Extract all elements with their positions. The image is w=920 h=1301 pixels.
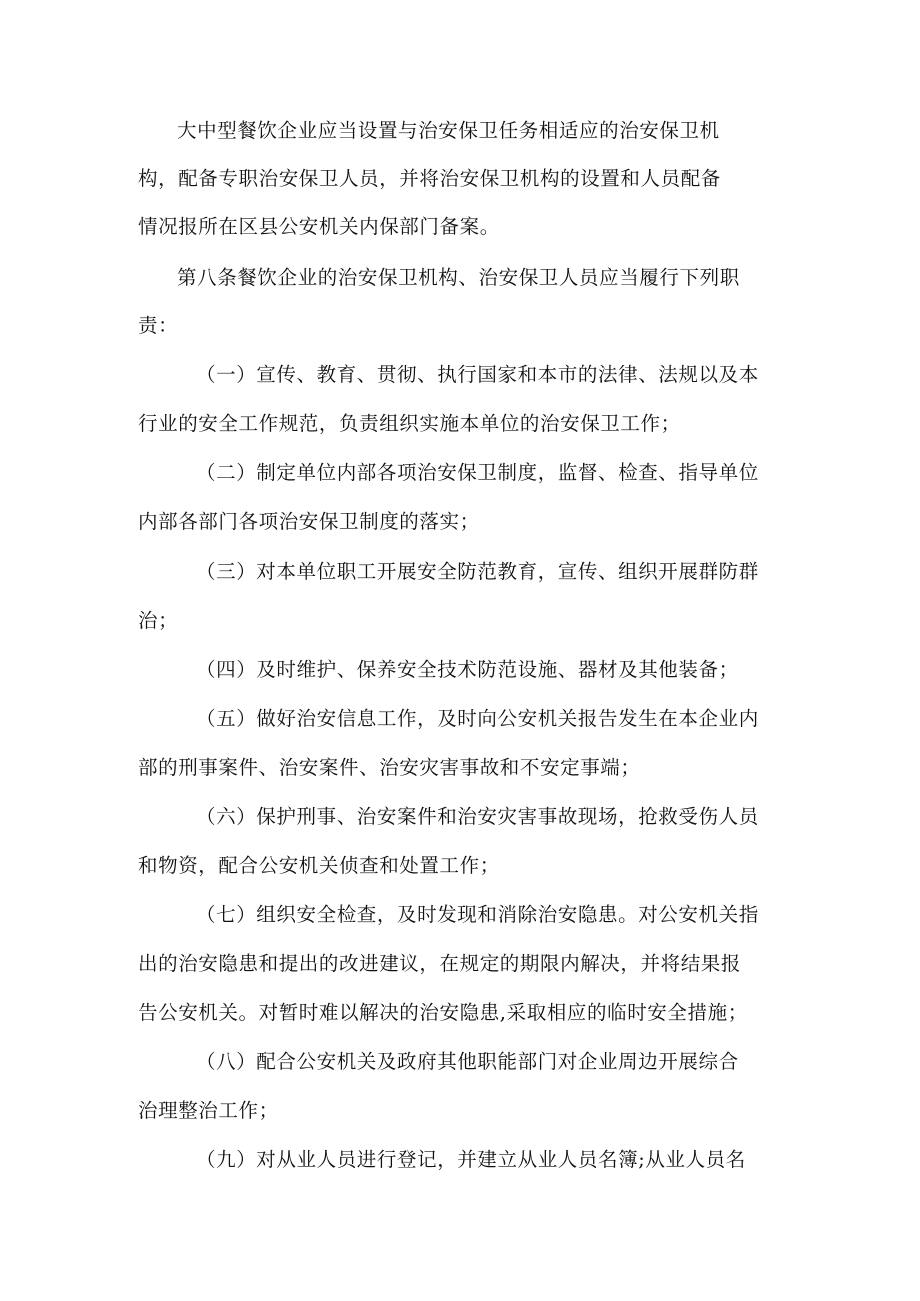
item-five-line-2: 部的刑事案件、治安案件、治安灾害事故和不安定事端；	[138, 756, 641, 779]
item-one-line-1: （一）宣传、教育、贯彻、执行国家和本市的法律、法规以及本	[196, 363, 759, 386]
item-two-line-2: 内部各部门各项治安保卫制度的落实；	[138, 510, 480, 533]
article-eight-line-1: 第八条餐饮企业的治安保卫机构、治安保卫人员应当履行下列职	[177, 266, 740, 289]
item-one-line-2: 行业的安全工作规范，负责组织实施本单位的治安保卫工作；	[138, 412, 681, 435]
item-six-line-1: （六）保护刑事、治安案件和治安灾害事故现场，抢救受伤人员	[196, 805, 759, 828]
item-seven-line-3: 告公安机关。对暂时难以解决的治安隐患,采取相应的临时安全措施；	[138, 1001, 748, 1024]
item-seven-line-2: 出的治安隐患和提出的改进建议，在规定的期限内解决，并将结果报	[138, 952, 742, 975]
item-seven-line-1: （七）组织安全检查，及时发现和消除治安隐患。对公安机关指	[196, 903, 759, 926]
item-eight-line-2: 治理整治工作；	[138, 1099, 279, 1122]
article-eight-line-2: 责：	[138, 314, 179, 337]
item-nine-line-1: （九）对从业人员进行登记，并建立从业人员名簿;从业人员名	[196, 1148, 746, 1171]
item-four-line-1: （四）及时维护、保养安全技术防范设施、器材及其他装备；	[196, 658, 739, 681]
paragraph-line-3: 情况报所在区县公安机关内保部门备案。	[138, 215, 500, 238]
paragraph-line-2: 构，配备专职治安保卫人员，并将治安保卫机构的设置和人员配备	[138, 167, 721, 190]
item-three-line-1: （三）对本单位职工开展安全防范教育，宣传、组织开展群防群	[196, 560, 759, 583]
item-three-line-2: 治；	[138, 609, 179, 632]
item-two-line-1: （二）制定单位内部各项治安保卫制度，监督、检查、指导单位	[196, 461, 759, 484]
item-six-line-2: 和物资，配合公安机关侦查和处置工作；	[138, 854, 500, 877]
item-five-line-1: （五）做好治安信息工作，及时向公安机关报告发生在本企业内	[196, 707, 759, 730]
item-eight-line-1: （八）配合公安机关及政府其他职能部门对企业周边开展综合	[196, 1050, 739, 1073]
paragraph-line-1: 大中型餐饮企业应当设置与治安保卫任务相适应的治安保卫机	[177, 119, 720, 142]
